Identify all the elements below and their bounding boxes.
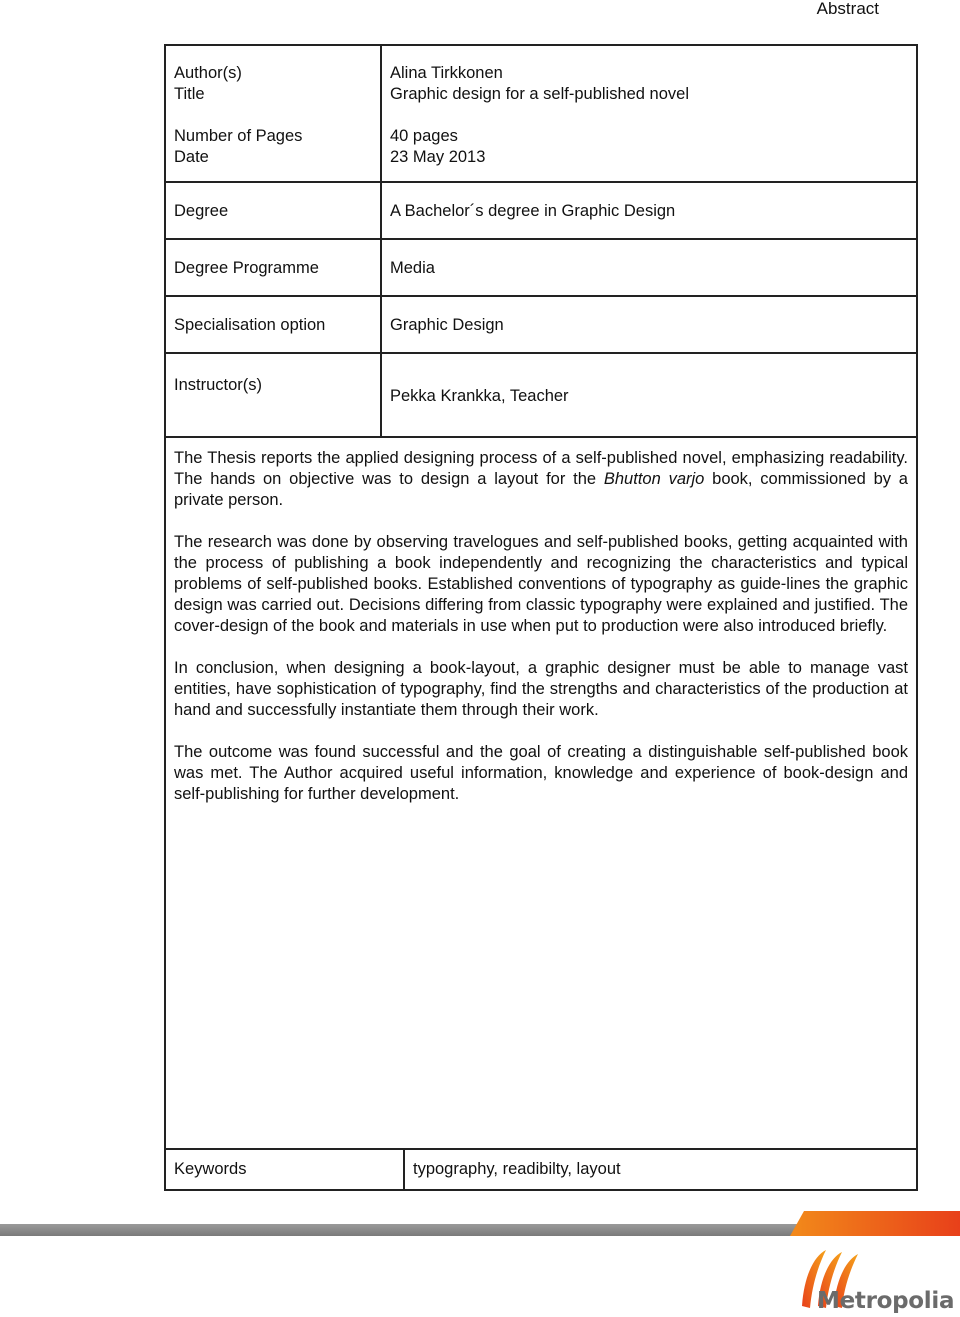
programme-label: Degree Programme [174, 259, 319, 277]
column-divider [380, 297, 382, 352]
info-row-instructor [166, 354, 916, 438]
abstract-paragraph: The research was done by observing travelogues and self-published books, getting acquainted with the process of publishing a book independently and recognizing the characteristics and typical problems of self-published books. Established conventions of typography as guide-lines the graphic design was carried out. Decisions differing from classic typography were explained and justified. The cover-design of the book and materials in use when put to production were also introduced briefly. [174, 533, 908, 635]
pages-label: Number of Pages [174, 127, 303, 145]
title-label: Title [174, 85, 205, 103]
date-label: Date [174, 148, 209, 166]
column-divider [380, 183, 382, 238]
author-label: Author(s) [174, 64, 242, 82]
keywords-row [166, 1148, 916, 1189]
abstract-text: book, commissioned by a private person. [174, 470, 908, 509]
column-divider [380, 46, 382, 181]
title-value: Graphic design for a self-published novel [390, 85, 690, 103]
date-value: 23 May 2013 [390, 148, 486, 166]
column-divider [380, 240, 382, 295]
specialisation-value: Graphic Design [390, 316, 504, 334]
info-row-general [166, 46, 916, 183]
column-divider [403, 1150, 405, 1189]
book-title: Bhutton varjo [603, 470, 705, 488]
abstract-body [174, 448, 908, 826]
abstract-paragraph: In conclusion, when designing a book-layout, a graphic designer must be able to manage vast entities, have sophistication of typography, find the strengths and characteristics of the production at hand and successfully instantiate them through their work. [174, 659, 908, 719]
abstract-paragraph [174, 448, 908, 511]
degree-value: A Bachelor´s degree in Graphic Design [390, 202, 676, 220]
keywords-label: Keywords [174, 1160, 247, 1178]
metropolia-logo-text: Metropolia [817, 1288, 955, 1314]
info-values [390, 63, 689, 168]
info-labels [174, 63, 302, 168]
info-row-degree [166, 183, 916, 240]
footer-bar [0, 1224, 800, 1236]
info-row-programme [166, 240, 916, 297]
abstract-form [164, 44, 918, 1191]
page-header-abstract: Abstract [816, 0, 879, 18]
specialisation-label: Specialisation option [174, 316, 326, 334]
degree-label: Degree [174, 202, 229, 220]
author-value: Alina Tirkkonen [390, 64, 503, 82]
abstract-paragraph: The outcome was found successful and the goal of creating a distinguishable self-published book was met. The Author acquired useful information, knowledge and experience of book-design and self-publishing for further development. [174, 743, 908, 803]
keywords-value: typography, readibilty, layout [413, 1160, 621, 1178]
column-divider [380, 354, 382, 436]
programme-value: Media [390, 259, 435, 277]
instructor-value: Pekka Krankka, Teacher [390, 387, 569, 405]
pages-value: 40 pages [390, 127, 458, 145]
instructor-label: Instructor(s) [174, 376, 263, 394]
footer-accent-stripe [790, 1211, 960, 1236]
abstract-text: The Thesis reports the applied designing process of a self-published novel, emphasizing readability. The hands on objective was to design a layout for the [174, 449, 908, 488]
info-row-specialisation [166, 297, 916, 354]
